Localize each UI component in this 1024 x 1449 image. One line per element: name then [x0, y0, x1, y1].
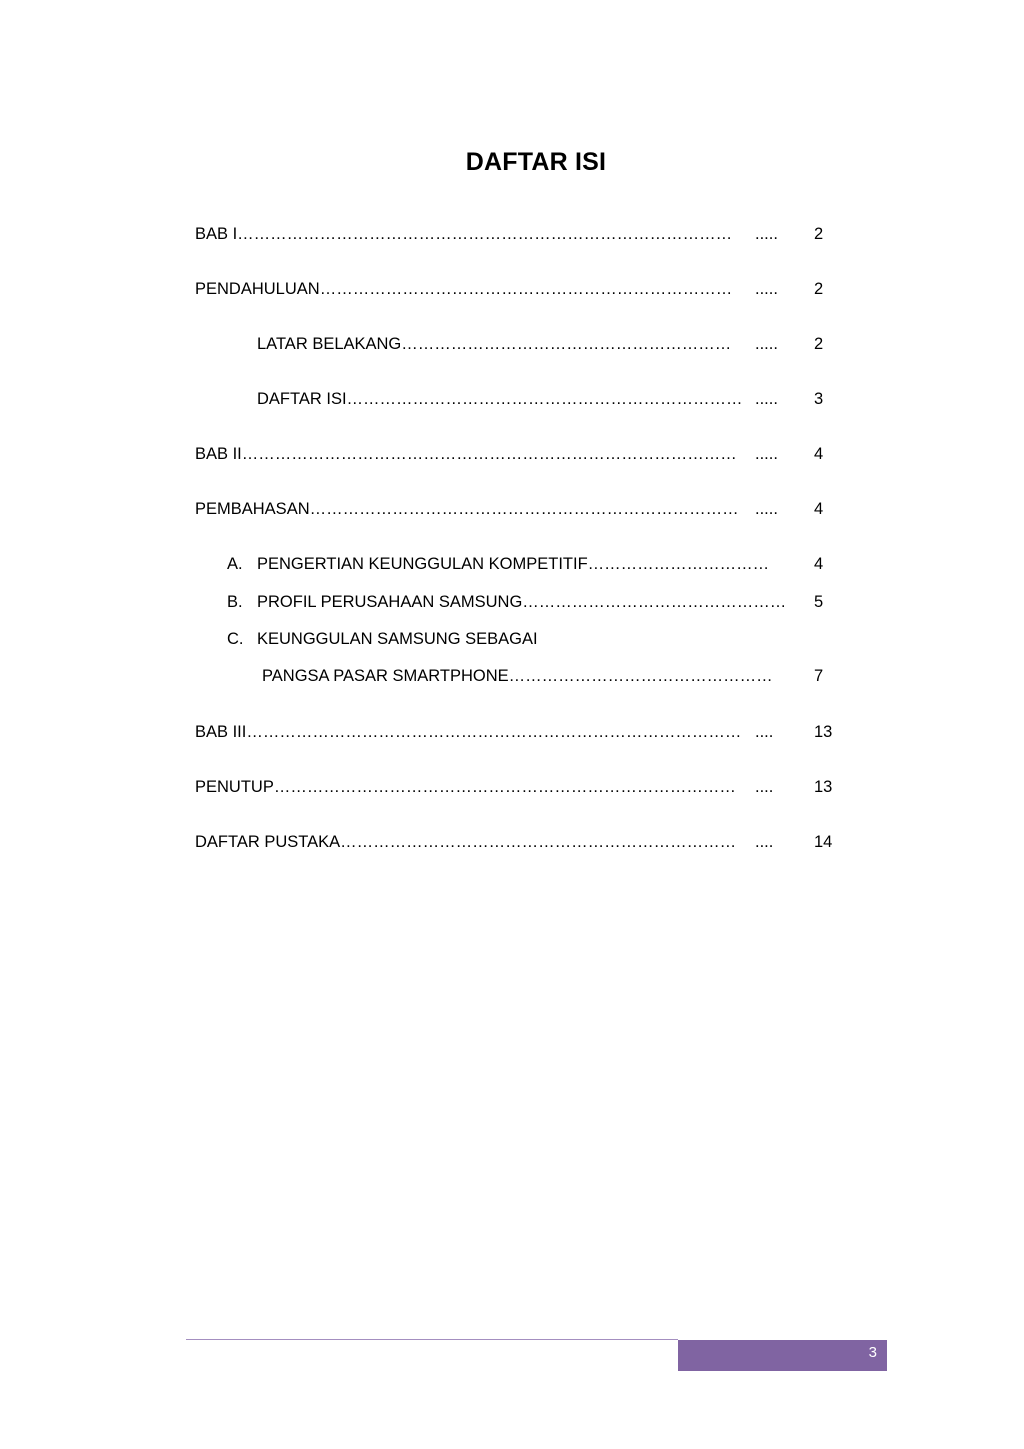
toc-entry-page: 2	[814, 335, 824, 353]
toc-entry-page: 7	[814, 667, 824, 685]
toc-subentry	[0, 590, 1024, 614]
toc-entry-page: 13	[814, 778, 833, 796]
toc-entry-dots: ....	[755, 723, 774, 741]
toc-entry-page: 4	[814, 445, 824, 463]
toc-entry-text: KEUNGGULAN SAMSUNG SEBAGAI	[257, 630, 538, 648]
toc-entry-page: 4	[814, 555, 824, 573]
toc-entry-text: PENGERTIAN KEUNGGULAN KOMPETITIF……………………………	[257, 555, 770, 573]
toc-entry-page: 13	[814, 723, 833, 741]
footer-divider	[186, 1339, 678, 1340]
toc-entry-dots: .....	[755, 445, 778, 463]
toc-entry-dots: .....	[755, 500, 778, 518]
toc-entry-dots: .....	[755, 280, 778, 298]
toc-entry-page: 5	[814, 593, 824, 611]
toc-entry	[0, 387, 1024, 411]
toc-entry-marker: B.	[227, 593, 243, 611]
footer-page-number: 3	[868, 1344, 877, 1361]
footer-page-box	[678, 1340, 887, 1371]
toc-subentry	[0, 552, 1024, 576]
toc-entry-text: LATAR BELAKANG……………………………………………………	[257, 335, 732, 353]
toc-entry-marker: A.	[227, 555, 243, 573]
toc-entry-text: DAFTAR ISI………………………………………………………………	[257, 390, 743, 408]
toc-entry-page: 4	[814, 500, 824, 518]
toc-entry	[0, 775, 1024, 799]
toc-entry-page: 2	[814, 225, 824, 243]
toc-entry	[0, 720, 1024, 744]
toc-entry-text: PROFIL PERUSAHAAN SAMSUNG…………………………………………	[257, 593, 787, 611]
toc-entry-text: PANGSA PASAR SMARTPHONE…………………………………………	[262, 667, 773, 685]
toc-entry-dots: .....	[755, 390, 778, 408]
toc-entry-page: 2	[814, 280, 824, 298]
toc-entry	[0, 497, 1024, 521]
toc-entry-page: 3	[814, 390, 824, 408]
toc-entry-marker: C.	[227, 630, 244, 648]
toc-entry-text: BAB II………………………………………………………………………………	[195, 445, 737, 463]
toc-entry-text: PENDAHULUAN…………………………………………………………………	[195, 280, 733, 298]
toc-entry-text: PENUTUP…………………………………………………………………………	[195, 778, 736, 796]
toc-entry	[0, 222, 1024, 246]
page-title: DAFTAR ISI	[465, 148, 607, 176]
toc-entry	[0, 332, 1024, 356]
toc-entry-dots: .....	[755, 335, 778, 353]
toc-subentry	[0, 627, 1024, 651]
toc-entry-dots: ....	[755, 833, 774, 851]
toc-entry-dots: .....	[755, 225, 778, 243]
toc-subentry-continuation	[0, 664, 1024, 688]
toc-entry-text: BAB I………………………………………………………………………………	[195, 225, 733, 243]
toc-entry	[0, 830, 1024, 854]
toc-entry-page: 14	[814, 833, 833, 851]
toc-entry-dots: ....	[755, 778, 774, 796]
toc-entry-text: BAB III………………………………………………………………………………	[195, 723, 742, 741]
toc-entry-text: DAFTAR PUSTAKA………………………………………………………………	[195, 833, 737, 851]
toc-entry-text: PEMBAHASAN……………………………………………………………………	[195, 500, 739, 518]
toc-entry	[0, 442, 1024, 466]
toc-entry	[0, 277, 1024, 301]
